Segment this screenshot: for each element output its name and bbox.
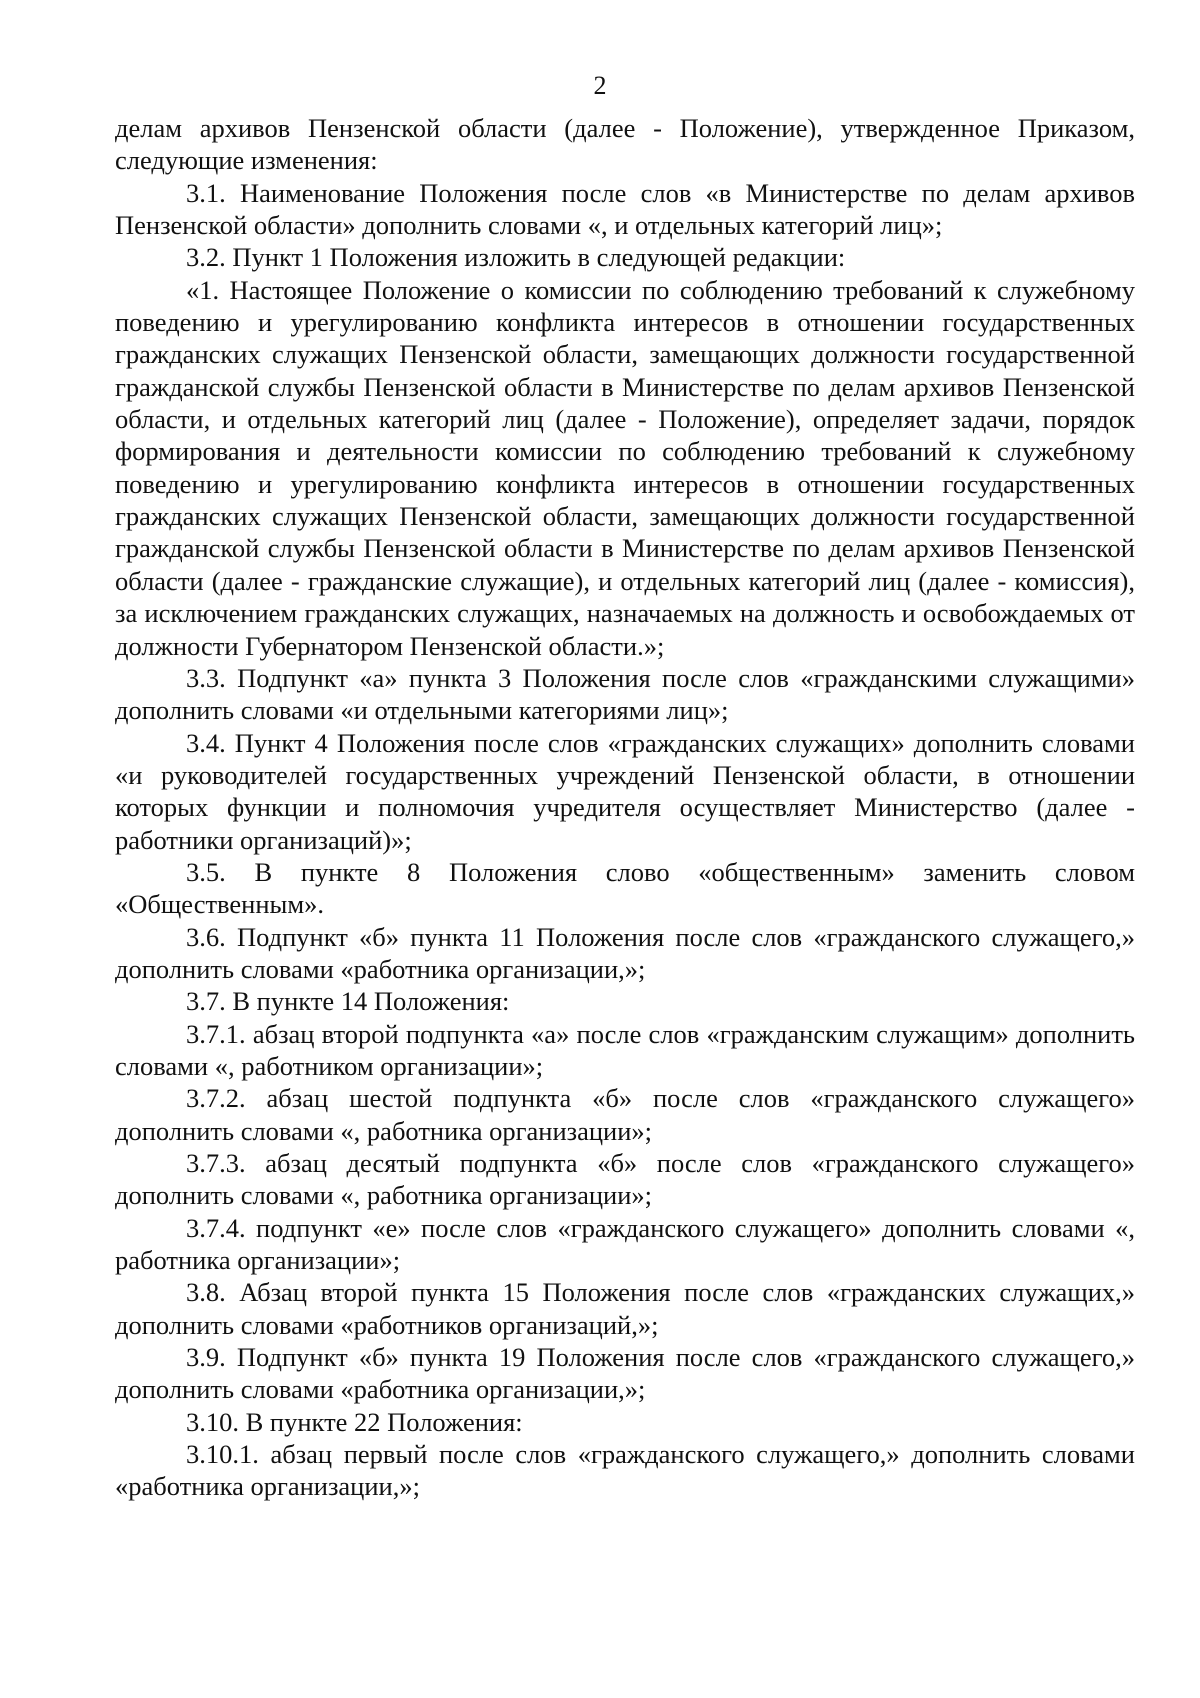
page-number: 2 <box>593 71 607 100</box>
paragraph: 3.8. Абзац второй пункта 15 Положения после слов «гражданских служащих,» дополнить словами «работников организаций,»; <box>115 1277 1135 1340</box>
paragraph: 3.5. В пункте 8 Положения слово «общественным» заменить словом «Общественным». <box>115 856 1135 920</box>
paragraph: 3.7.1. абзац второй подпункта «а» после слов «гражданским служащим» дополнить словами «, работником организации»; <box>115 1018 1135 1081</box>
paragraph: 3.7.3. абзац десятый подпункта «б» после слов «гражданского служащего» дополнить словами «, работника организации»; <box>115 1148 1135 1211</box>
paragraph: 3.7. В пункте 14 Положения: <box>186 986 510 1017</box>
paragraph: 3.1. Наименование Положения после слов «в Министерстве по делам архивов Пензенской области» дополнить словами «, и отдельных категорий лиц»; <box>115 177 1135 241</box>
paragraph: 3.6. Подпункт «б» пункта 11 Положения после слов «гражданского служащего,» дополнить словами «работника организации,»; <box>115 921 1135 984</box>
paragraph: 3.4. Пункт 4 Положения после слов «гражданских служащих» дополнить словами «и руководителей государственных учреждений Пензенской области, в отношении которых функции и полномочия учредителя осуществляет Министерство (далее - работники организаций)»; <box>115 727 1135 855</box>
paragraph: 3.7.2. абзац шестой подпункта «б» после слов «гражданского служащего» дополнить словами «, работника организации»; <box>115 1083 1135 1146</box>
paragraph: 3.10. В пункте 22 Положения: <box>186 1406 523 1437</box>
paragraph: 3.10.1. абзац первый после слов «гражданского служащего,» дополнить словами «работника организации,»; <box>115 1439 1135 1502</box>
document-body <box>115 112 1135 1503</box>
paragraph: «1. Настоящее Положение о комиссии по соблюдению требований к служебному поведению и урегулированию конфликта интересов в отношении государственных гражданских служащих Пензенской области, замещающих должности государственной гражданской службы Пензенской области в Министерстве по делам архивов Пензенской области, и отдельных категорий лиц (далее - Положение), определяет задачи, порядок формирования и деятельности комиссии по соблюдению требований к служебному поведению и урегулированию конфликта интересов в отношении государственных гражданских служащих Пензенской области, замещающих должности государственной гражданской службы Пензенской области в Министерстве по делам архивов Пензенской области (далее - гражданские служащие), и отдельных категорий лиц (далее - комиссия), за исключением гражданских служащих, назначаемых на должность и освобождаемых от должности Губернатором Пензенской области.»; <box>115 274 1135 661</box>
paragraph: делам архивов Пензенской области (далее - Положение), утвержденное Приказом, следующие изменения: <box>115 113 1135 176</box>
paragraph: 3.7.4. подпункт «е» после слов «гражданского служащего» дополнить словами «, работника организации»; <box>115 1212 1135 1276</box>
paragraph: 3.2. Пункт 1 Положения изложить в следующей редакции: <box>186 242 846 273</box>
paragraph: 3.9. Подпункт «б» пункта 19 Положения после слов «гражданского служащего,» дополнить словами «работника организации,»; <box>115 1342 1135 1405</box>
paragraph: 3.3. Подпункт «а» пункта 3 Положения после слов «гражданскими служащими» дополнить словами «и отдельными категориями лиц»; <box>115 662 1135 726</box>
